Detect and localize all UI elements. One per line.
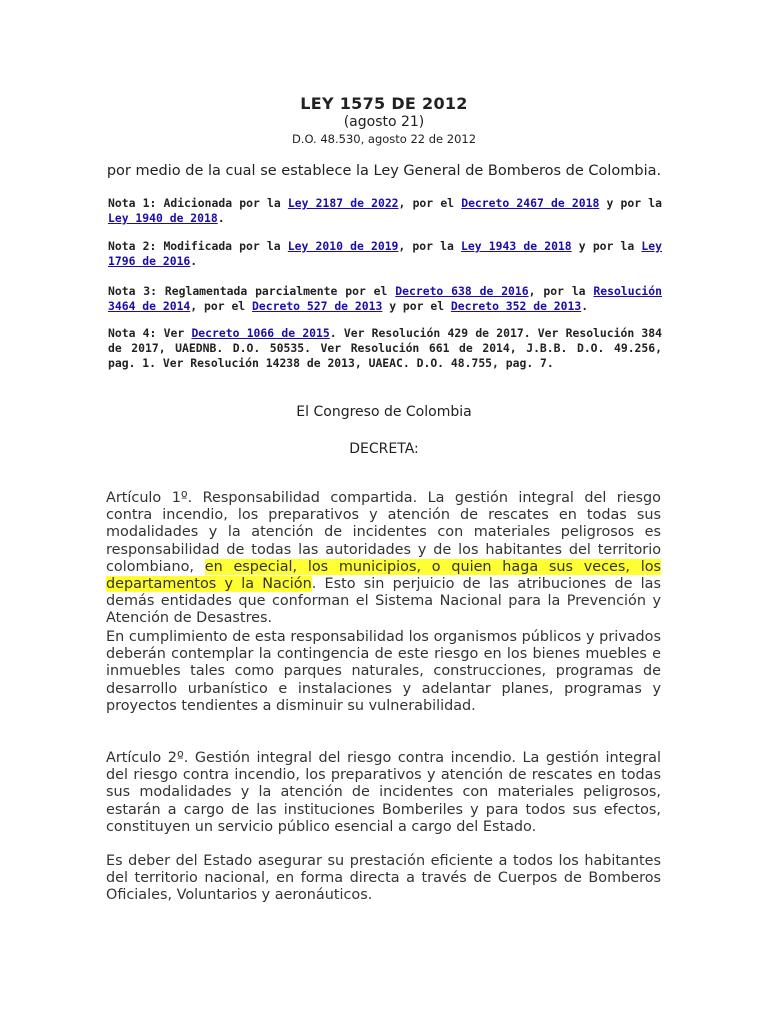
decreta-heading: DECRETA: <box>349 441 419 457</box>
link-decreto-1066-2015[interactable]: Decreto 1066 de 2015 <box>191 326 330 340</box>
note-text: . Ver Resolución 429 de 2017. Ver Resolución 384 de 2017, UAEDNB. D.O. 50535. Ver Resolución 661 de 2014, J.B.B. D.O. 49.256, pag. 1. Ver Resolución 14238 de 2013, UAEAC. D.O. 48.755, pag. 7. <box>108 326 663 370</box>
note-4 <box>108 326 662 371</box>
note-text: . <box>190 254 198 268</box>
law-title: LEY 1575 DE 2012 <box>300 94 468 113</box>
note-text: , por la <box>398 239 462 253</box>
link-ley-2010-2019[interactable]: Ley 2010 de 2019 <box>287 239 399 253</box>
link-decreto-2467-2018[interactable]: Decreto 2467 de 2018 <box>461 196 600 210</box>
note-text: y por la <box>599 196 662 210</box>
highlighted-text: en especial, los municipios, o quien haga sus veces, los departamentos y la Nación <box>106 558 662 593</box>
link-decreto-352-2013[interactable]: Decreto 352 de 2013 <box>450 299 582 313</box>
link-ley-1943-2018[interactable]: Ley 1943 de 2018 <box>461 239 572 253</box>
congress-heading: El Congreso de Colombia <box>296 404 472 420</box>
article-text: Artículo 1º. Responsabilidad compartida. La gestión integral del riesgo contra incendio, los preparativos y atención de rescates en todas sus modalidades y la atención de incidentes con materiales peligrosos es responsabilidad de todas las autoridades y de los habitantes del territorio colombiano, <box>106 490 661 575</box>
note-text: Nota 1: Adicionada por la <box>108 196 288 210</box>
article-2: Artículo 2º. Gestión integral del riesgo contra incendio. La gestión integral del riesgo contra incendio, los preparativos y atención de rescates en todas sus modalidades y la atención de incidentes con materiales peligrosos, estarán a cargo de las instituciones Bomberiles y para todos sus efectos, constituyen un servicio público esencial a cargo del Estado. <box>106 750 661 835</box>
note-3 <box>108 284 662 314</box>
link-decreto-527-2013[interactable]: Decreto 527 de 2013 <box>252 299 383 313</box>
note-text: , por el <box>398 196 462 210</box>
note-text: Nota 3: Reglamentada parcialmente por el <box>108 284 396 298</box>
note-text: y por la <box>571 239 642 253</box>
note-2 <box>108 239 662 269</box>
note-text: , por la <box>528 284 594 298</box>
link-resolucion-3464-2014[interactable]: Resolución 3464 de 2014 <box>108 284 662 313</box>
note-text: , por el <box>190 299 253 313</box>
note-text: Nota 4: Ver <box>108 326 192 340</box>
note-text: . <box>581 299 589 313</box>
article-text: . Esto sin perjuicio de las atribuciones de las demás entidades que conforman el Sistema Nacional para la Prevención y Atención de Desastres. <box>106 576 661 627</box>
gazette-reference: D.O. 48.530, agosto 22 de 2012 <box>291 132 477 146</box>
link-ley-1796-2016[interactable]: Ley 1796 de 2016 <box>108 239 662 268</box>
note-text: y por el <box>382 299 451 313</box>
note-text: Nota 2: Modificada por la <box>108 239 288 253</box>
article-1 <box>106 490 661 628</box>
link-ley-1940-2018[interactable]: Ley 1940 de 2018 <box>108 211 218 225</box>
note-1 <box>108 196 662 226</box>
article-1-paragraph-2: En cumplimiento de esta responsabilidad los organismos públicos y privados deberán contemplar la contingencia de este riesgo en los bienes muebles e inmuebles tales como parques naturales, construcciones, programas de desarrollo urbanístico e instalaciones y adelantar planes, programas y proyectos tendientes a disminuir su vulnerabilidad. <box>106 629 661 714</box>
link-ley-2187-2022[interactable]: Ley 2187 de 2022 <box>287 196 399 210</box>
link-decreto-638-2016[interactable]: Decreto 638 de 2016 <box>395 284 529 298</box>
law-subtitle: por medio de la cual se establece la Ley General de Bomberos de Colombia. <box>106 163 662 179</box>
note-text: . <box>217 211 225 225</box>
law-date: (agosto 21) <box>343 114 425 130</box>
article-2-paragraph-2: Es deber del Estado asegurar su prestación eficiente a todos los habitantes del territorio nacional, en forma directa a través de Cuerpos de Bomberos Oficiales, Voluntarios y aeronáuticos. <box>106 853 661 904</box>
